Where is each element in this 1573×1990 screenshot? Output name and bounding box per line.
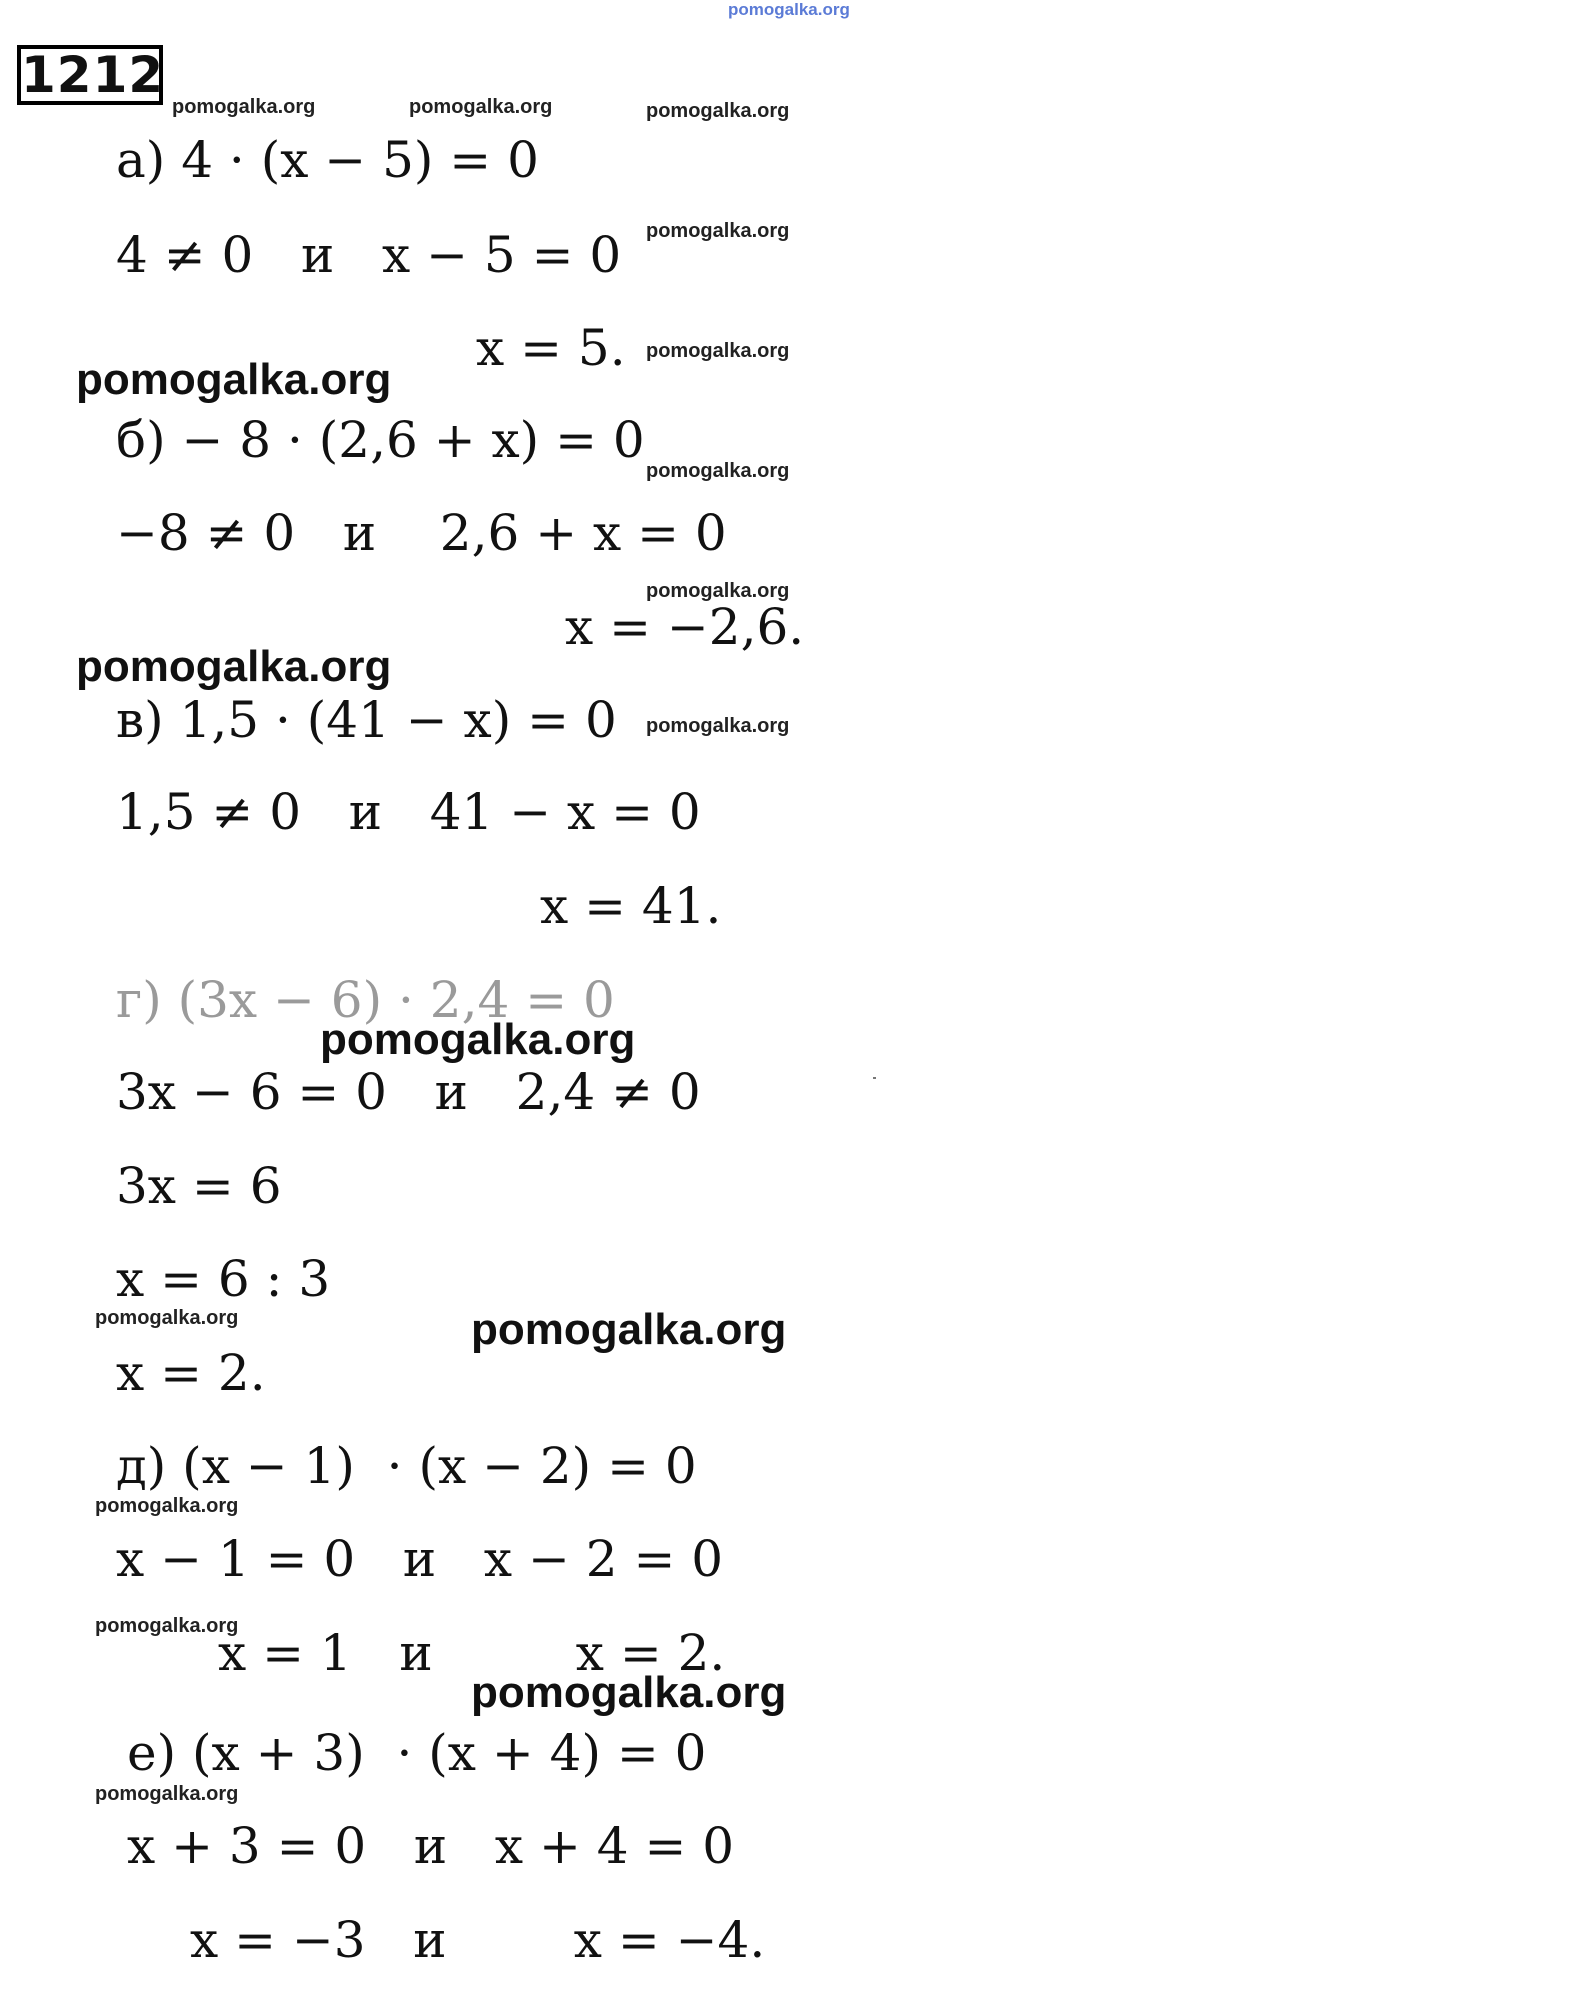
watermark: pomogalka.org xyxy=(95,1615,239,1637)
answer-b: x = −2,6. xyxy=(565,598,805,656)
watermark: pomogalka.org xyxy=(646,340,790,362)
step-a-1: 4 ≠ 0 и x − 5 = 0 xyxy=(116,226,622,284)
answer-d: x = 1 и x = 2. xyxy=(218,1624,726,1682)
watermark: pomogalka.org xyxy=(172,96,316,118)
equation-b: б) − 8 · (2,6 + x) = 0 xyxy=(116,411,645,469)
watermark: pomogalka.org xyxy=(409,96,553,118)
watermark: pomogalka.org xyxy=(95,1783,239,1805)
watermark-large: pomogalka.org xyxy=(471,1668,787,1717)
step-g-3: x = 6 : 3 xyxy=(116,1250,331,1308)
watermark-large: pomogalka.org xyxy=(320,1015,636,1064)
watermark: pomogalka.org xyxy=(646,100,790,122)
watermark: pomogalka.org xyxy=(646,460,790,482)
watermark: pomogalka.org xyxy=(95,1307,239,1329)
answer-v: x = 41. xyxy=(540,877,722,935)
step-v-1: 1,5 ≠ 0 и 41 − x = 0 xyxy=(116,783,701,841)
problem-number: 1212 xyxy=(17,45,163,105)
answer-e: x = −3 и x = −4. xyxy=(190,1911,766,1969)
step-b-1: −8 ≠ 0 и 2,6 + x = 0 xyxy=(116,504,727,562)
watermark: pomogalka.org xyxy=(646,580,790,602)
equation-d: д) (x − 1) · (x − 2) = 0 xyxy=(116,1437,697,1495)
speck xyxy=(873,1077,876,1079)
watermark: pomogalka.org xyxy=(646,220,790,242)
watermark-large: pomogalka.org xyxy=(76,642,392,691)
step-g-1: 3x − 6 = 0 и 2,4 ≠ 0 xyxy=(116,1063,701,1121)
watermark: pomogalka.org xyxy=(646,715,790,737)
equation-g: г) (3x − 6) · 2,4 = 0 xyxy=(116,971,615,1029)
step-e-1: x + 3 = 0 и x + 4 = 0 xyxy=(127,1817,735,1875)
watermark-large: pomogalka.org xyxy=(471,1305,787,1354)
answer-a: x = 5. xyxy=(476,319,626,377)
equation-v: в) 1,5 · (41 − x) = 0 xyxy=(116,691,617,749)
step-d-1: x − 1 = 0 и x − 2 = 0 xyxy=(116,1530,724,1588)
step-g-2: 3x = 6 xyxy=(116,1157,282,1215)
answer-g: x = 2. xyxy=(116,1344,266,1402)
equation-a: а) 4 · (x − 5) = 0 xyxy=(116,131,539,189)
watermark: pomogalka.org xyxy=(95,1495,239,1517)
watermark-large: pomogalka.org xyxy=(76,355,392,404)
equation-e: е) (x + 3) · (x + 4) = 0 xyxy=(127,1724,707,1782)
watermark-top: pomogalka.org xyxy=(728,0,850,19)
